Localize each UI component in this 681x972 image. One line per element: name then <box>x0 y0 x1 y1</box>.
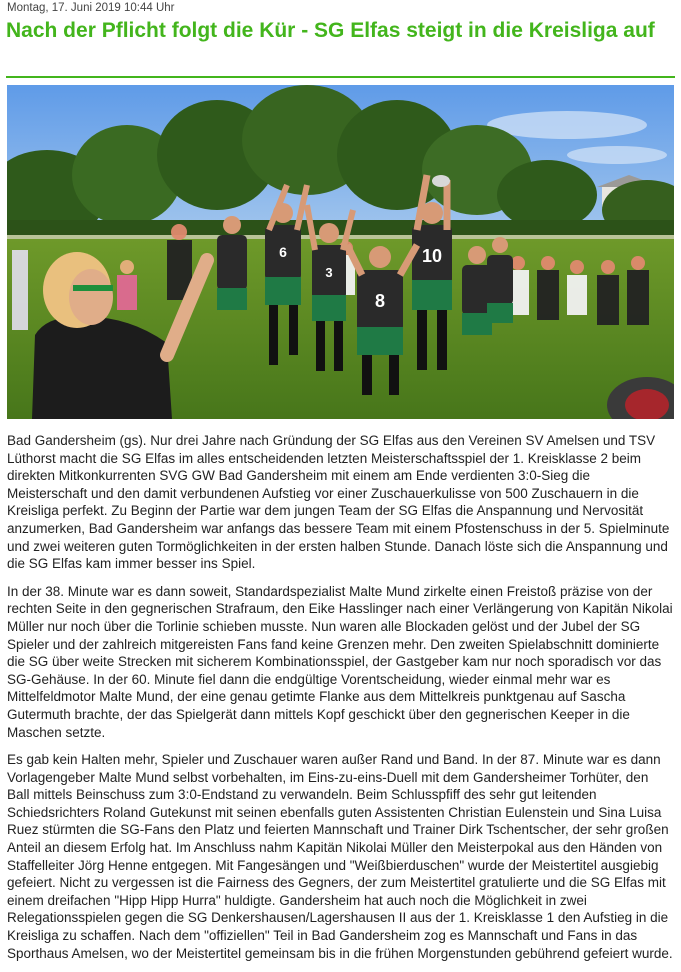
article-paragraph: Bad Gandersheim (gs). Nur drei Jahre nach Gründung der SG Elfas aus den Vereinen SV Amelsen und TSV Lüthorst macht die SG Elfas im alles entscheidenden letzten Meisterschaftsspiel der 1. Kreisklasse 2 beim direkten Mitkonkurrenten SVG GW Bad Gandersheim mit einem am Ende verdienten 3:0-Sieg die Meisterschaft und den damit verbundenen Aufstieg vor einer Zuschauerkulisse von 500 Zuschauern in die Kreisliga perfekt. Zu Beginn der Partie war dem jungen Team der SG Elfas die Anspannung und Nervosität anzumerken, Bad Gandersheim war anfangs das bessere Team mit einem Pfostenschuss in der 5. Spielminute und zwei weiteren guten Tormöglichkeiten in der ersten halben Stunde. Danach löste sich die Anspannung und die SG Elfas kam immer besser ins Spiel. <box>7 433 670 572</box>
svg-text:8: 8 <box>374 291 386 311</box>
headline-divider <box>6 76 675 78</box>
svg-text:3: 3 <box>325 265 333 280</box>
svg-text:6: 6 <box>279 244 287 260</box>
celebration-photo-illustration <box>7 85 674 419</box>
article-dateline: Montag, 17. Juni 2019 10:44 Uhr <box>7 2 175 14</box>
article-body <box>7 432 673 972</box>
article-photo[interactable] <box>7 85 674 419</box>
article-paragraph: Es gab kein Halten mehr, Spieler und Zuschauer waren außer Rand und Band. In der 87. Minute war es dann Vorlagengeber Malte Mund selbst vorbehalten, im Eins-zu-eins-Duell mit dem Gandersheimer Torhüter, den Ball mittels Beinschuss zum 3:0-Endstand zu verwandeln. Beim Schlusspfiff des sehr gut leitenden Schiedsrichters Roland Gutekunst mit seinen ebenfalls guten Assistenten Christian Eulenstein und Sina Luisa Ruez stürmten die SG-Fans den Platz und feierten Mannschaft und Trainer Dirk Tschentscher, der sehr großen Anteil an diesem Erfolg hat. Im Anschluss nahm Kapitän Nikolai Müller den Meisterpokal aus den Händen von Staffelleiter Jörg Henne entgegen. Mit Fangesängen und "Weißbierduschen" wurde der Meistertitel ausgiebig gefeiert. Nicht zu vergessen ist die Fairness des Gegners, der zum Meistertitel gratulierte und die SG Elfas mit einem dreifachen "Hipp Hipp Hurra" huldigte. Gandersheim hat auch noch die Möglichkeit in zwei Relegationsspielen gegen die SG Denkershausen/Lagershausen II aus der 1. Kreisklasse 1 den Aufstieg in die Kreisliga zu schaffen. Nach dem "offiziellen" Teil in Bad Gandersheim zog es Mannschaft und Fans in das Sporthaus Amelsen, wo der Meistertitel gemeinsam bis in die frühen Morgenstunden gebührend gefeiert wurde. <box>7 752 673 961</box>
article-paragraph: In der 38. Minute war es dann soweit, Standardspezialist Malte Mund zirkelte einen Freistoß präzise von der rechten Seite in den gegnerischen Strafraum, den Eike Hasslinger nach einer Verlängerung von Kapitän Nikolai Müller nur noch über die Torlinie schieben musste. Nun waren alle Blockaden gelöst und der Jubel der SG Spieler und der zahlreich mitgereisten Fans fand keine Grenzen mehr. Den zweiten Spielabschnitt dominierte die SG über weite Strecken mit sicherem Kombinationsspiel, der Gastgeber kam nur noch sporadisch vor das SG-Gehäuse. In der 60. Minute fiel dann die endgültige Vorentscheidung, wieder einmal mehr war es Mittelfeldmotor Malte Mund, der eine genau getimte Flanke aus dem Mittelkreis punktgenau auf Sascha Gutermuth brachte, der das Spielgerät dann mittels Kopf geschickt über den gegnerischen Keeper in die Maschen setzte. <box>7 583 673 740</box>
article-headline[interactable]: Nach der Pflicht folgt die Kür - SG Elfas steigt in die Kreisliga auf <box>6 19 655 42</box>
trophy <box>432 175 450 187</box>
svg-text:10: 10 <box>421 246 443 266</box>
